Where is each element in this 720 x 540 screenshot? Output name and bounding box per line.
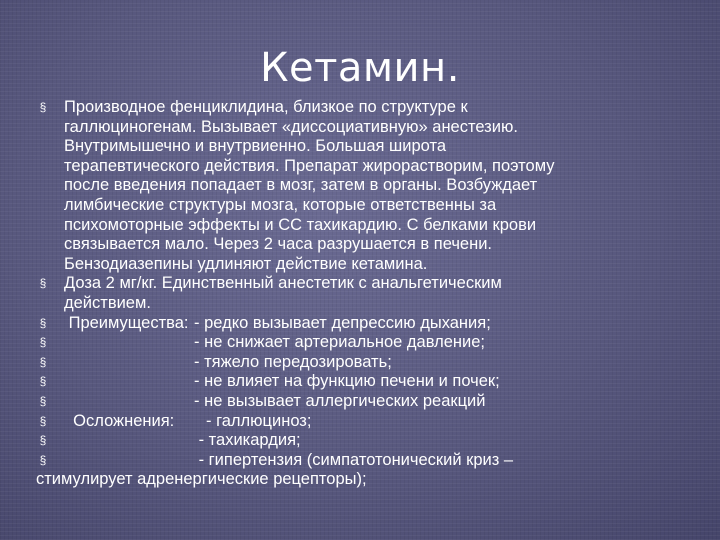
text-line: Бензодиазепины удлиняют действие кетамина. (64, 254, 428, 273)
bullet-item-dose (36, 274, 706, 313)
text-line: психомоторные эффекты и СС тахикардию. С белками крови (64, 215, 537, 234)
text-line: действием. (64, 293, 151, 312)
advantage-text: - редко вызывает депрессию дыхания; (194, 313, 491, 332)
bullet-icon: § (39, 452, 47, 467)
text-line: Производное фенциклидина, близкое по структуре к (64, 98, 468, 116)
slide-title: Кетамин. (260, 45, 460, 91)
continuation-line: стимулирует адренергические рецепторы); (36, 470, 367, 489)
bullet-item-advantage (36, 353, 706, 373)
advantage-text: - не вызывает аллергических реакций (194, 391, 486, 410)
complication-text: - тахикардия; (194, 431, 301, 450)
bullet-item-description (36, 98, 706, 274)
text-line: после введения попадает в мозг, затем в органы. Возбуждает (64, 176, 538, 195)
text-line: терапевтического действия. Препарат жирорастворим, поэтому (64, 156, 555, 175)
bullet-icon: § (39, 413, 47, 428)
bullet-item-complication (36, 451, 706, 471)
text-line: связывается мало. Через 2 часа разрушается в печени. (64, 235, 493, 254)
bullet-icon: § (39, 315, 47, 330)
bullet-icon: § (39, 433, 47, 448)
bullet-icon: § (39, 393, 47, 408)
slide-body (36, 98, 706, 490)
bullet-icon: § (39, 354, 47, 369)
bullet-item-advantage (36, 333, 706, 353)
complication-text: - гипертензия (симпатотонический криз – (194, 450, 514, 469)
bullet-item-complications: § Осложнения: - галлюциноз; (36, 412, 706, 432)
advantage-text: - не влияет на функцию печени и почек; (194, 372, 500, 391)
text-line: Доза 2 мг/кг. Единственный анестетик с анальгетическим (64, 274, 502, 293)
bullet-icon: § (39, 374, 47, 389)
bullet-item-advantage (36, 392, 706, 412)
bullet-icon: § (39, 335, 47, 350)
bullet-item-complication (36, 431, 706, 451)
advantage-text: - тяжело передозировать; (194, 352, 392, 371)
bullet-icon: § (39, 100, 47, 114)
text-line: лимбические структуры мозга, которые ответственны за (64, 195, 497, 214)
bullet-icon: § (39, 276, 47, 291)
bullet-item-advantage (36, 372, 706, 392)
bullet-item-advantages: § Преимущества: - редко вызывает депрессию дыхания; (36, 314, 706, 334)
complication-text: - галлюциноз; (206, 411, 312, 430)
advantage-text: - не снижает артериальное давление; (194, 333, 485, 352)
text-line: галлюциногенам. Вызывает «диссоциативную» анестезию. (64, 117, 518, 136)
text-line: Внутримышечно и внутрвиенно. Большая широта (64, 137, 447, 156)
